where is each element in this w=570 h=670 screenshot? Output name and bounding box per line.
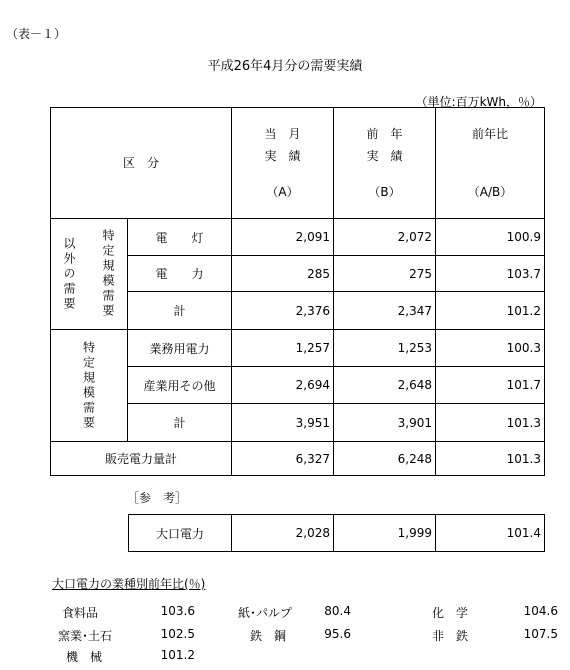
table-cell: 103.7 [436, 256, 545, 292]
table-cell: 1,999 [334, 515, 436, 552]
breakdown-value: 107.5 [523, 627, 558, 641]
table-cell: 2,648 [334, 367, 436, 404]
table-cell: 1,253 [334, 330, 436, 367]
table-cell: 285 [232, 256, 334, 292]
demand-table [50, 107, 545, 476]
table-cell: 101.7 [436, 367, 545, 404]
breakdown-name: 機 械 [66, 650, 103, 664]
table-cell: 101.2 [436, 292, 545, 330]
group1-label: 特定規模需要 以外の需要 [51, 219, 128, 330]
table-cell: 2,028 [232, 515, 334, 552]
total-row [51, 442, 545, 476]
header-category: 区 分 [51, 108, 232, 219]
table-cell: 電 灯 [128, 219, 232, 256]
header-row [51, 108, 545, 219]
table-row [51, 219, 545, 256]
table-cell: 3,951 [232, 404, 334, 442]
table-cell: 計 [128, 404, 232, 442]
table-row [51, 330, 545, 367]
breakdown-name: 食料品 [62, 606, 99, 620]
table-cell: 業務用電力 [128, 330, 232, 367]
breakdown-name: 化 学 [432, 606, 469, 620]
breakdown-value: 104.6 [523, 604, 558, 618]
table-cell: 6,248 [334, 442, 436, 476]
table-cell: 1,257 [232, 330, 334, 367]
table-cell: 275 [334, 256, 436, 292]
table-cell: 100.9 [436, 219, 545, 256]
page-title: 平成26年4月分の需要実績 [207, 59, 363, 74]
header-current: 当 月 実 績 （A） [232, 108, 334, 219]
table-cell: 100.3 [436, 330, 545, 367]
group2-label: 特定規模需要 [51, 330, 128, 442]
table-cell: 6,327 [232, 442, 334, 476]
breakdown-name: 窯業･土石 [58, 629, 113, 643]
table-cell: 2,091 [232, 219, 334, 256]
table-cell: 101.3 [436, 442, 545, 476]
table-cell: 電 力 [128, 256, 232, 292]
table-cell: 大口電力 [129, 515, 232, 552]
table-cell: 3,901 [334, 404, 436, 442]
breakdown-title: 大口電力の業種別前年比(％) [52, 577, 206, 591]
reference-label: ［参 考］ [127, 491, 188, 505]
breakdown-value: 95.6 [324, 627, 351, 641]
breakdown-value: 102.5 [160, 627, 195, 641]
table-cell: 計 [128, 292, 232, 330]
table-cell: 2,694 [232, 367, 334, 404]
breakdown-value: 103.6 [160, 604, 195, 618]
breakdown-value: 101.2 [160, 648, 195, 662]
unit-note: （単位:百万kWh，％） [415, 95, 542, 109]
table-label: （表－１） [6, 27, 67, 41]
breakdown-name: 紙･パルプ [238, 606, 293, 620]
header-ratio: 前年比 （A/B） [436, 108, 545, 219]
table-cell: 販売電力量計 [51, 442, 232, 476]
table-cell: 2,347 [334, 292, 436, 330]
breakdown-value: 80.4 [324, 604, 351, 618]
table-cell: 2,072 [334, 219, 436, 256]
table-cell: 2,376 [232, 292, 334, 330]
table-cell: 101.3 [436, 404, 545, 442]
breakdown-name: 鉄 鋼 [250, 629, 287, 643]
table-cell: 産業用その他 [128, 367, 232, 404]
reference-table [128, 514, 545, 552]
breakdown-name: 非 鉄 [432, 629, 469, 643]
table-cell: 101.4 [436, 515, 545, 552]
header-previous: 前 年 実 績 （B） [334, 108, 436, 219]
reference-row [129, 515, 545, 552]
